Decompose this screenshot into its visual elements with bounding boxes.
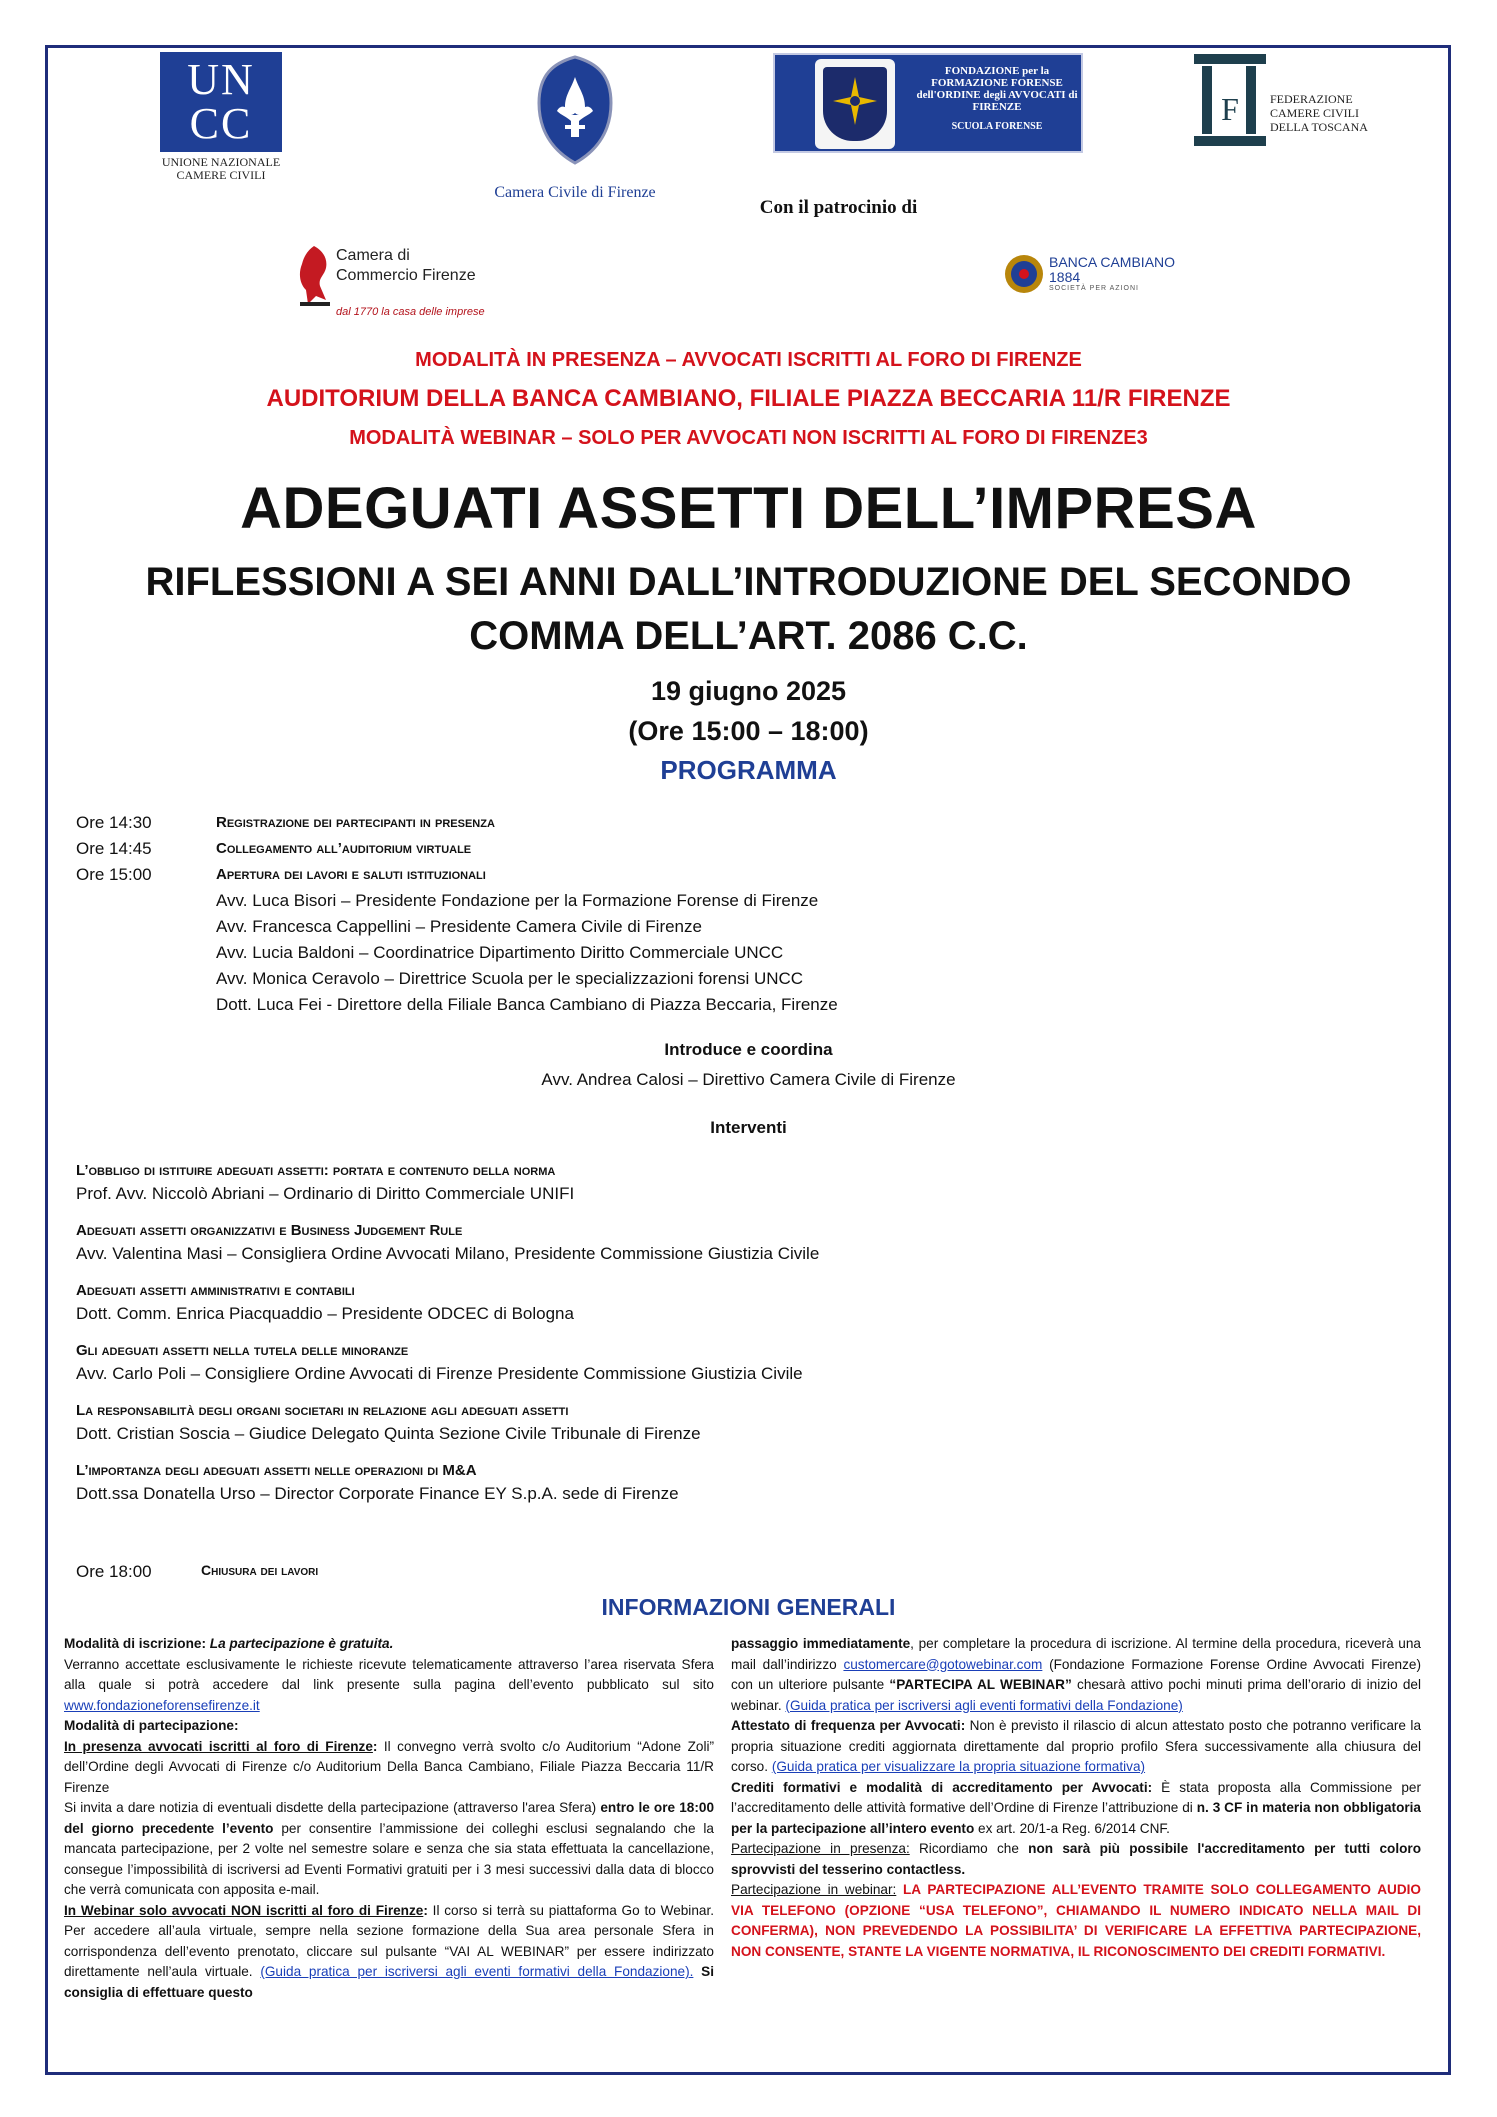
talk-speaker: Dott. Cristian Soscia – Giudice Delegato Quinta Sezione Civile Tribunale di Firenze [76, 1424, 701, 1443]
schedule-desc: Apertura dei lavori e saluti istituzionali [216, 866, 486, 883]
disdetta-text-1: Si invita a dare notizia di eventuali disdette della partecipazione (attraverso l'area Sfera) [64, 1800, 597, 1815]
list-item [76, 1280, 1376, 1326]
disdetta-bold: entro le ore 18:00 del giorno precedente l’evento [64, 1800, 715, 1836]
interventi-list [76, 1160, 1376, 1520]
guide-link[interactable]: (Guida pratica per iscriversi agli eventi formativi della Fondazione) [785, 1697, 1183, 1713]
column-icon [1190, 50, 1270, 150]
webinar-right-label: Partecipazione in webinar: [731, 1882, 897, 1897]
partecipa-button-label: “PARTECIPA AL WEBINAR” [889, 1677, 1072, 1692]
iscrizione-value: La partecipazione è gratuita. [209, 1636, 394, 1651]
talk-title: L’importanza degli adeguati assetti nelle operazioni di M&A [76, 1462, 477, 1479]
partecipazione-label: Modalità di partecipazione: [64, 1718, 239, 1733]
webinar-bold: Si consiglia di effettuare questo [64, 1964, 714, 2000]
crediti-bold: n. 3 CF in materia non obbligatoria per la partecipazione all’intero evento [731, 1800, 1421, 1836]
schedule-desc: Collegamento all’auditorium virtuale [216, 840, 472, 857]
webinar-label: In Webinar solo avvocati NON iscritti al foro di Firenze [64, 1902, 424, 1918]
webinar-warning: LA PARTECIPAZIONE ALL’EVENTO TRAMITE SOLO COLLEGAMENTO AUDIO VIA TELEFONO (OPZIONE “USA TELEFONO”, CHIAMANDO IL NUMERO INDICATO NELLA MAIL DI CONFERMA), NON PREVEDENDO LA POSSIBILITA’ DI VERIFICARE LA EFFETTIVA PARTECIPAZIONE, NON CONSENTE, STANTE LA VIGENTE NORMATIVA, IL RICONOSCIMENTO DEI CREDITI FORMATIVI. [731, 1882, 1421, 1959]
info-left-column: Modalità di iscrizione: La partecipazione è gratuita. Verranno accettate esclusivamente le richieste ricevute telematicamente attraverso l’area riservata Sfera alla quale si potrà accedere dal link presente sulla pagina dell’evento pubblicato sul sito www.fondazioneforensefirenze.it Modalità di partecipazione: In presenza avvocati iscritti al foro di Firenze: Il convegno verrà svolto c/o Auditorium “Adone Zoli” dell’Ordine degli Avvocati di Firenze c/o Auditorium Della Banca Cambiano, Filiale Piazza Beccaria 11/R Firenze Si invita a dare notizia di eventuali disdette della partecipazione (attraverso l'area Sfera) entro le ore 18:00 del giorno precedente l’evento per consentire l’ammissione dei colleghi esclusi segnalando che la mancata partecipazione, per 2 volte nel semestre solare e senza che sia stata effettuata la cancellazione, consegue l’impossibilità di iscriversi ad Eventi Formativi gratuiti per i 3 mesi successivi dalla data di blocco che verrà comunicata con apposita e-mail. In Webinar solo avvocati NON iscritti al foro di Firenze: Il corso si terrà su piattaforma Go to Webinar. Per accedere all’aula virtuale, sempre nella sezione formazione della Sua area personale Sfera in corrispondenza dell’evento prenotato, cliccare sul pulsante “VAI AL WEBINAR” per essere indirizzato direttamente nell’aula virtuale. (Guida pratica per iscriversi agli eventi formativi della Fondazione). Si consiglia di effettuare questo [64, 1636, 715, 2000]
list-item [76, 1160, 1376, 1206]
saluti-speaker: Avv. Francesca Cappellini – Presidente Camera Civile di Firenze [216, 917, 702, 936]
talk-speaker: Dott.ssa Donatella Urso – Director Corporate Finance EY S.p.A. sede di Firenze [76, 1484, 679, 1503]
subtitle-line-2: COMMA DELL’ART. 2086 C.C. [469, 614, 1028, 658]
svg-text:F: F [1221, 91, 1239, 127]
event-time: (Ore 15:00 – 18:00) [628, 716, 869, 746]
schedule-row [76, 862, 1376, 888]
page-title: ADEGUATI ASSETTI DELL’IMPRESA [240, 476, 1257, 541]
presenza-label: In presenza avvocati iscritti al foro di Firenze [64, 1738, 373, 1754]
site-link[interactable]: www.fondazioneforensefirenze.it [64, 1697, 260, 1713]
fleur-de-lis-shield-icon [535, 55, 615, 165]
cciaa-tagline: dal 1770 la casa delle imprese [336, 306, 485, 318]
info-right-column [731, 1634, 1421, 1962]
camera-civile-logo [470, 55, 680, 205]
uncc-caption: UNIONE NAZIONALE CAMERE CIVILI [161, 155, 281, 182]
fondazione-sub: SCUOLA FORENSE [951, 121, 1043, 132]
fcc-caption: FEDERAZIONE CAMERE CIVILI DELLA TOSCANA [1270, 92, 1368, 134]
closing-desc: Chiusura dei lavori [201, 1562, 319, 1578]
schedule-row [76, 836, 1376, 862]
info-heading: INFORMAZIONI GENERALI [601, 1594, 896, 1620]
schedule-desc: Registrazione dei partecipanti in presenza [216, 814, 495, 831]
saluti-speaker: Avv. Luca Bisori – Presidente Fondazione per la Formazione Forense di Firenze [216, 891, 819, 910]
presenza-right-text: Ricordiamo che [918, 1841, 1019, 1856]
webinar-guide-link[interactable]: (Guida pratica per iscriversi agli eventi formativi della Fondazione). [260, 1964, 694, 1979]
attestato-label: Attestato di frequenza per Avvocati: [731, 1718, 966, 1733]
introduce-label: Introduce e coordina [664, 1040, 833, 1059]
list-item [76, 1400, 1376, 1446]
page-subtitle [0, 555, 1497, 663]
camera-civile-caption: Camera Civile di Firenze [494, 184, 656, 201]
lion-icon [296, 240, 334, 310]
uncc-logo [160, 52, 282, 182]
schedule-row [76, 810, 1376, 836]
situazione-link[interactable]: (Guida pratica per visualizzare la propria situazione formativa) [771, 1759, 1146, 1774]
schedule-time: Ore 15:00 [76, 865, 152, 884]
list-item [76, 1340, 1376, 1386]
schedule-time: Ore 14:30 [76, 813, 152, 832]
schedule-time: Ore 14:45 [76, 839, 152, 858]
talk-speaker: Dott. Comm. Enrica Piacquaddio – Presidente ODCEC di Bologna [76, 1304, 574, 1323]
talk-title: L’obbligo di istituire adeguati assetti: portata e contenuto della norma [76, 1162, 556, 1179]
modalita-webinar: MODALITÀ WEBINAR – SOLO PER AVVOCATI NON ISCRITTI AL FORO DI FIRENZE3 [349, 427, 1148, 449]
star-badge-icon [815, 59, 895, 149]
attestato-text: Non è previsto il rilascio di alcun attestato posto che potranno verificare la propria situazione crediti aggiornata direttamente dal proprio profilo Sfera successivamente alla chiusura del corso. [731, 1718, 1422, 1774]
list-item [76, 1220, 1376, 1266]
talk-title: La responsabilità degli organi societari in relazione agli adeguati assetti [76, 1402, 569, 1419]
talk-title: Adeguati assetti amministrativi e contabili [76, 1282, 355, 1299]
banca-cambiano-logo [1003, 253, 1183, 298]
cambiano-sub: SOCIETÀ PER AZIONI [1049, 285, 1139, 292]
fondazione-text: FONDAZIONE per la FORMAZIONE FORENSE dell'ORDINE degli AVVOCATI di FIRENZE [916, 65, 1078, 113]
email-link[interactable]: customercare@gotowebinar.com [843, 1656, 1043, 1672]
presenza-right-bold: non sarà più possibile l'accreditamento per tutti coloro sprovvisti del tesserino contactless. [731, 1841, 1421, 1877]
event-date: 19 giugno 2025 [650, 676, 847, 706]
interventi-label: Interventi [710, 1118, 787, 1137]
talk-speaker: Avv. Valentina Masi – Consigliera Ordine Avvocati Milano, Presidente Commissione Giustizia Civile [76, 1244, 820, 1263]
bank-crest-icon [1003, 253, 1045, 295]
iscrizione-label: Modalità di iscrizione [64, 1636, 202, 1651]
cciaa-name: Camera di Commercio Firenze [336, 247, 476, 284]
programma-heading: PROGRAMMA [660, 755, 837, 785]
presenza-right-label: Partecipazione in presenza: [731, 1841, 910, 1856]
closing-row [76, 1562, 318, 1582]
talk-title: Gli adeguati assetti nella tutela delle minoranze [76, 1342, 409, 1359]
camera-commercio-logo [296, 240, 496, 325]
fcc-logo [1190, 50, 1375, 160]
procedure-text-2: (Fondazione Formazione Forense Ordine Avvocati Firenze) con un ulteriore pulsante [731, 1656, 1421, 1692]
modalita-auditorium: AUDITORIUM DELLA BANCA CAMBIANO, FILIALE PIAZZA BECCARIA 11/R FIRENZE [266, 385, 1231, 412]
webinar-text: Il corso si terrà su piattaforma Go to Webinar. Per accedere all’aula virtuale, sempre nella sezione formazione della Sua area personale Sfera in corrispondenza dell’evento prenotato, cliccare sul pulsante “VAI AL WEBINAR” per essere indirizzato direttamente nell’aula virtuale. [64, 1902, 715, 1979]
saluti-speaker: Avv. Monica Ceravolo – Direttrice Scuola per le specializzazioni forensi UNCC [216, 969, 804, 988]
list-item [76, 1460, 1376, 1506]
procedure-bold: passaggio immediatamente [731, 1636, 911, 1651]
schedule [76, 810, 1376, 1018]
fondazione-logo [773, 53, 1083, 158]
disdetta-text-2: per consentire l’ammissione dei colleghi esclusi segnalando che la mancata partecipazione, per 2 volte nel semestre solare e senza che sia stata effettuata la cancellazione, consegue l’impossibilità di iscriversi ad Eventi Formativi gratuiti per i 3 mesi successivi dalla data di blocco che verrà comunicata con apposita e-mail. [64, 1820, 714, 1897]
saluti-speaker: Avv. Lucia Baldoni – Coordinatrice Dipartimento Diritto Commerciale UNCC [216, 943, 784, 962]
modalita-presenza: MODALITÀ IN PRESENZA – AVVOCATI ISCRITTI AL FORO DI FIRENZE [415, 349, 1082, 371]
crediti-text: È stata proposta alla Commissione per l’accreditamento delle attività formative dell’Ordine di Firenze l’attribuzione di [731, 1779, 1421, 1815]
talk-title: Adeguati assetti organizzativi e Business Judgement Rule [76, 1222, 463, 1239]
closing-time: Ore 18:00 [76, 1562, 152, 1581]
talk-speaker: Prof. Avv. Niccolò Abriani – Ordinario di Diritto Commerciale UNIFI [76, 1184, 575, 1203]
saluti-speaker: Dott. Luca Fei - Direttore della Filiale Banca Cambiano di Piazza Beccaria, Firenze [216, 995, 838, 1014]
cambiano-name: BANCA CAMBIANO 1884 [1049, 254, 1176, 285]
introduce-name: Avv. Andrea Calosi – Direttivo Camera Civile di Firenze [541, 1070, 956, 1089]
procedure-text-3: chesarà attivo pochi minuti prima dell’orario di inizio del webinar. [731, 1677, 1421, 1713]
subtitle-line-1: RIFLESSIONI A SEI ANNI DALL’INTRODUZIONE DEL SECONDO [145, 560, 1352, 604]
iscrizione-text: Verranno accettate esclusivamente le richieste ricevute telematicamente attraverso l’area riservata Sfera alla quale si potrà accedere dal link presente sulla pagina dell’evento pubblicato sul sito [64, 1656, 714, 1692]
procedure-text: , per completare la procedura di iscrizione. Al termine della procedura, riceverà una mail dall’indirizzo [731, 1636, 1421, 1672]
uncc-mark: UN CC [160, 52, 282, 152]
talk-speaker: Avv. Carlo Poli – Consigliere Ordine Avvocati di Firenze Presidente Commissione Giustizia Civile [76, 1364, 803, 1383]
presenza-text: Il convegno verrà svolto c/o Auditorium “Adone Zoli” dell’Ordine degli Avvocati di Firenze c/o Auditorium Della Banca Cambiano, Filiale Piazza Beccaria 11/R Firenze [64, 1738, 715, 1795]
crediti-text-2: ex art. 20/1-a Reg. 6/2014 CNF. [978, 1820, 1170, 1836]
patrocinio-label: Con il patrocinio di [759, 197, 918, 218]
crediti-label: Crediti formativi e modalità di accreditamento per Avvocati: [731, 1779, 1153, 1795]
